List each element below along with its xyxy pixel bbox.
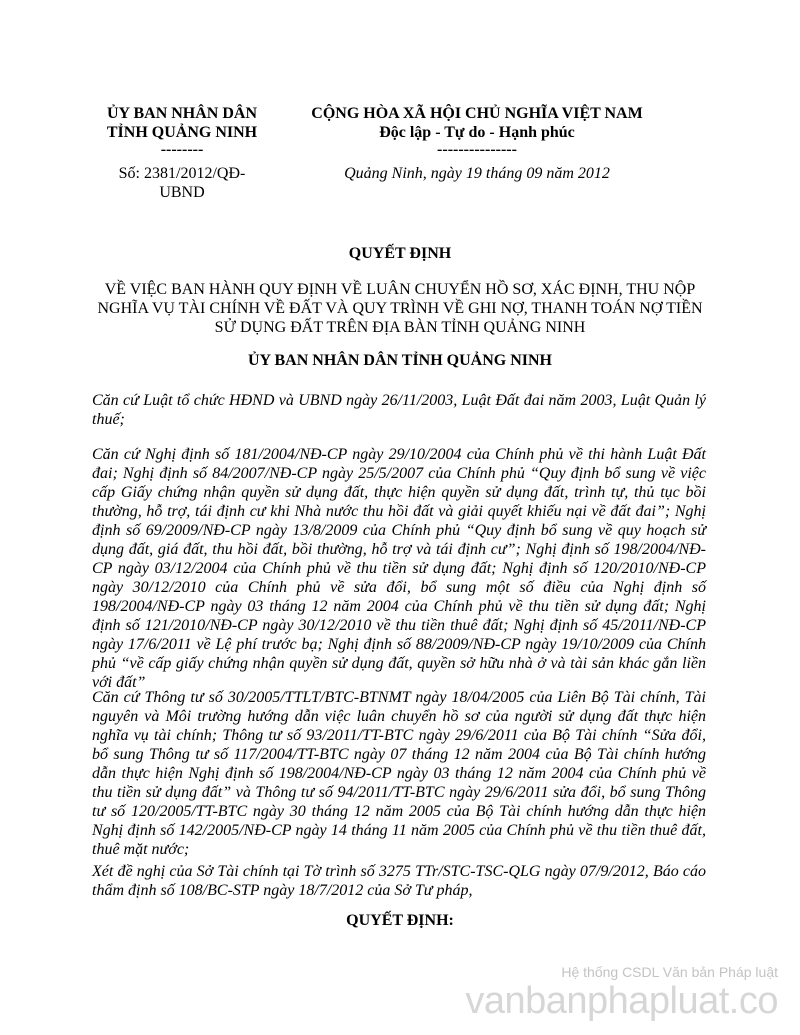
subject-line-1: VỀ VIỆC BAN HÀNH QUY ĐỊNH VỀ LUÂN CHUYỂN HỒ SƠ, XÁC ĐỊNH, THU NỘP [104, 281, 696, 298]
document-title: QUYẾT ĐỊNH [348, 245, 452, 262]
agency-line-1: ỦY BAN NHÂN DÂN [106, 105, 258, 122]
national-motto [282, 104, 672, 158]
legal-basis-paragraph-2: Căn cứ Nghị định số 181/2004/NĐ-CP ngày 29/10/2004 của Chính phủ về thi hành Luật Đất đai; Nghị định số 84/2007/NĐ-CP ngày 25/5/2007 của Chính phủ “Quy định bổ sung về việc cấp Giấy chứng nhận quyền sử dụng đất, thực hiện quyền sử dụng đất, trình tự, thủ tục bồi thường, hỗ trợ, tái định cư khi Nhà nước thu hồi đất và giải quyết khiếu nại về đất đai”; Nghị định số 69/2009/NĐ-CP ngày 13/8/2009 của Chính phủ “Quy định bổ sung về quy hoạch sử dụng đất, giá đất, thu hồi đất, bồi thường, hỗ trợ và tái định cư”; Nghị định số 198/2004/NĐ-CP ngày 03/12/2004 của Chính phủ về thu tiền sử dụng đất; Nghị định số 120/2010/NĐ-CP ngày 30/12/2010 của Chính phủ về sửa đổi, bổ sung một số điều của Nghị định số 198/2004/NĐ-CP ngày 03 tháng 12 năm 2004 của Chính phủ về thu tiền sử dụng đất; Nghị định số 121/2010/NĐ-CP ngày 30/12/2010 về thu tiền thuê đất; Nghị định số 45/2011/NĐ-CP ngày 17/6/2011 về Lệ phí trước bạ; Nghị định số 88/2009/NĐ-CP ngày 19/10/2009 của Chính phủ “về cấp giấy chứng nhận quyền sử dụng đất, quyền sở hữu nhà ở và tài sản khác gắn liền với đất” [92, 446, 706, 691]
motto-divider: --------------- [437, 141, 517, 158]
authority-heading: ỦY BAN NHÂN DÂN TỈNH QUẢNG NINH [247, 352, 552, 369]
document-number-line-1: Số: 2381/2012/QĐ- [118, 165, 246, 182]
decision-heading: QUYẾT ĐỊNH: [346, 912, 454, 929]
legal-basis-paragraph-1: Căn cứ Luật tổ chức HĐND và UBND ngày 26/11/2003, Luật Đất đai năm 2003, Luật Quản lý thuế; [92, 392, 706, 428]
document-number [92, 164, 272, 202]
watermark-caption: Hệ thống CSDL Văn bản Pháp luật [561, 964, 778, 980]
document-subject [92, 280, 708, 337]
proposal-paragraph: Xét đề nghị của Sở Tài chính tại Tờ trình số 3275 TTr/STC-TSC-QLG ngày 07/9/2012, Báo cáo thẩm định số 108/BC-STP ngày 18/7/2012 của Sở Tư pháp, [92, 863, 706, 899]
subject-line-3: SỬ DỤNG ĐẤT TRÊN ĐỊA BÀN TỈNH QUẢNG NINH [214, 319, 586, 336]
document-number-line-2: UBND [159, 184, 205, 201]
watermark-site: vanbanphapluat.co [465, 980, 778, 1022]
issuing-agency [92, 104, 272, 158]
country-name: CỘNG HÒA XÃ HỘI CHỦ NGHĨA VIỆT NAM [311, 105, 643, 122]
agency-line-2: TỈNH QUẢNG NINH [106, 124, 258, 141]
subject-line-2: NGHĨA VỤ TÀI CHÍNH VỀ ĐẤT VÀ QUY TRÌNH VỀ GHI NỢ, THANH TOÁN NỢ TIỀN [97, 300, 703, 317]
motto: Độc lập - Tự do - Hạnh phúc [379, 124, 575, 141]
place-date-line: Quảng Ninh, ngày 19 tháng 09 năm 2012 [344, 165, 610, 182]
legal-basis-paragraph-3: Căn cứ Thông tư số 30/2005/TTLT/BTC-BTNMT ngày 18/04/2005 của Liên Bộ Tài chính, Tài nguyên và Môi trường hướng dẫn việc luân chuyển hồ sơ của người sử dụng đất thực hiện nghĩa vụ tài chính; Thông tư số 93/2011/TT-BTC ngày 29/6/2011 của Bộ Tài chính “Sửa đổi, bổ sung Thông tư số 117/2004/TT-BTC ngày 07 tháng 12 năm 2004 của Bộ Tài chính hướng dẫn thực hiện Nghị định số 198/2004/NĐ-CP ngày 03 tháng 12 năm 2004 của Chính phủ về thu tiền sử dụng đất” và Thông tư số 94/2011/TT-BTC ngày 29/6/2011 sửa đổi, bổ sung Thông tư số 120/2005/TT-BTC ngày 30 tháng 12 năm 2005 của Bộ Tài chính hướng dẫn thực hiện Nghị định số 142/2005/NĐ-CP ngày 14 tháng 11 năm 2005 của Chính phủ về thu tiền thuê đất, thuê mặt nước; [92, 689, 706, 858]
agency-divider: -------- [160, 141, 204, 158]
